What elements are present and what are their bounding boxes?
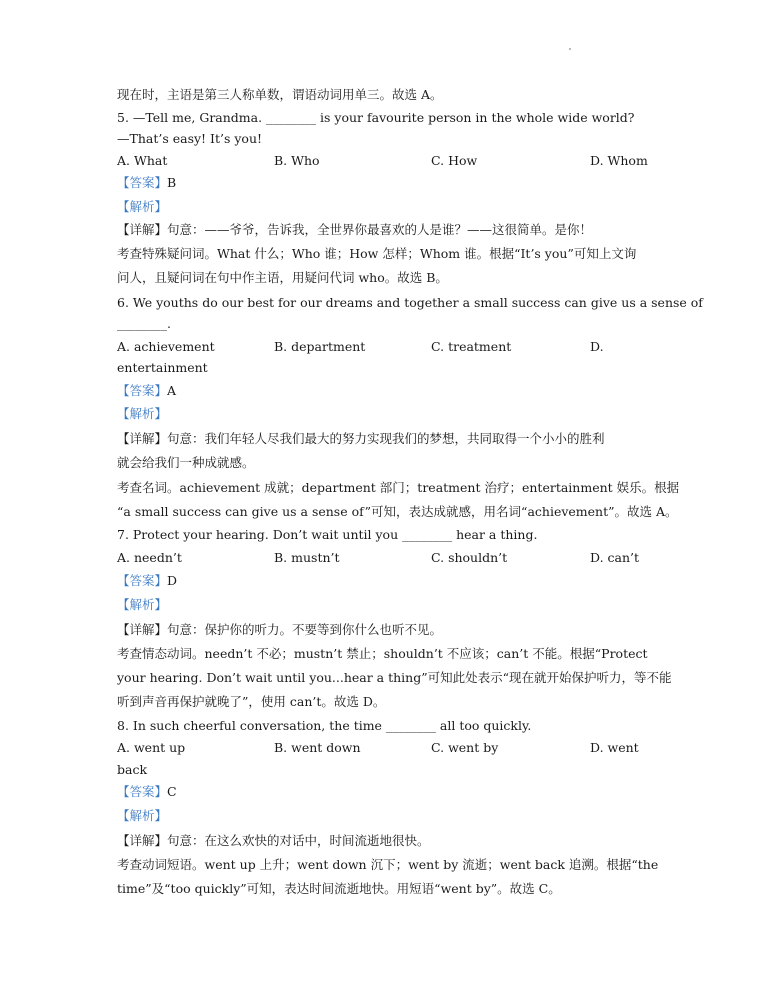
option-b: B. Who [274,153,320,168]
option-d-wrap: back [117,762,148,777]
option-d: D. Whom [590,153,648,168]
page-mark [569,48,571,50]
detail-line [117,222,657,238]
question-5-reply: —That’s easy! It’s you! [117,131,263,146]
option-c: C. treatment [431,339,512,354]
option-a: A. What [117,153,168,168]
analysis-line [117,406,657,422]
answer-value: A [167,383,177,398]
detail-line [117,833,657,849]
answer-line [117,175,657,191]
question-7: 7. Protect your hearing. Don’t wait until you ________ hear a thing. [117,527,538,542]
text-line: 现在时，主语是第三人称单数，谓语动词用单三。故选 A。 [117,87,443,102]
option-b: B. department [274,339,366,354]
answer-line [117,573,657,589]
option-d-wrap: entertainment [117,360,208,375]
answer-line [117,383,657,399]
option-d: D. [590,339,604,354]
answer-value: C [167,784,177,799]
detail-line [117,622,657,638]
detail-tag: 【详解】 [117,833,168,848]
detail-line [117,431,657,447]
analysis-tag: 【解析】 [117,808,168,823]
explanation-line: 考查名词。achievement 成就；department 部门；treatment 治疗；entertainment 娱乐。根据 [117,480,680,495]
answer-line [117,784,657,800]
analysis-tag: 【解析】 [117,597,168,612]
answer-value: B [167,175,177,190]
answer-tag: 【答案】 [117,175,168,190]
option-d: D. went [590,740,639,755]
explanation-line: 就会给我们一种成就感。 [117,455,255,470]
explanation-line: 考查情态动词。needn’t 不必；mustn’t 禁止；shouldn’t 不应该；can’t 不能。根据“Protect [117,646,648,661]
detail-text: 句意：保护你的听力。不要等到你什么也听不见。 [167,622,443,637]
answer-tag: 【答案】 [117,383,168,398]
question-6: 6. We youths do our best for our dreams and together a small success can give us a sense of [117,295,703,310]
option-c: C. shouldn’t [431,550,508,565]
explanation-line: 问人，且疑问词在句中作主语，用疑问代词 who。故选 B。 [117,270,448,285]
detail-tag: 【详解】 [117,431,168,446]
option-a: A. achievement [117,339,215,354]
explanation-line: 听到声音再保护就晚了”，使用 can’t。故选 D。 [117,694,386,709]
detail-tag: 【详解】 [117,222,168,237]
question-6-blank: ________. [117,316,171,331]
analysis-line [117,808,657,824]
option-a: A. needn’t [117,550,182,565]
answer-tag: 【答案】 [117,784,168,799]
explanation-line: time”及“too quickly”可知，表达时间流逝地快。用短语“went by”。故选 C。 [117,881,561,896]
option-c: C. How [431,153,478,168]
option-d: D. can’t [590,550,640,565]
analysis-line [117,597,657,613]
explanation-line: 考查特殊疑问词。What 什么；Who 谁；How 怎样；Whom 谁。根据“It’s you”可知上文询 [117,246,637,261]
detail-tag: 【详解】 [117,622,168,637]
question-8: 8. In such cheerful conversation, the time ________ all too quickly. [117,718,532,733]
question-5: 5. —Tell me, Grandma. ________ is your favourite person in the whole wide world? [117,110,635,125]
analysis-tag: 【解析】 [117,199,168,214]
detail-text: 句意：我们年轻人尽我们最大的努力实现我们的梦想，共同取得一个小小的胜利 [167,431,605,446]
analysis-tag: 【解析】 [117,406,168,421]
option-a: A. went up [117,740,186,755]
explanation-line: “a small success can give us a sense of”可知，表达成就感，用名词“achievement”。故选 A。 [117,504,678,519]
detail-text: 句意：在这么欢快的对话中，时间流逝地很快。 [167,833,430,848]
option-b: B. mustn’t [274,550,340,565]
answer-tag: 【答案】 [117,573,168,588]
answer-value: D [167,573,178,588]
option-c: C. went by [431,740,499,755]
explanation-line: 考查动词短语。went up 上升；went down 沉下；went by 流逝；went back 追溯。根据“the [117,857,659,872]
option-b: B. went down [274,740,361,755]
detail-text: 句意：——爷爷，告诉我，全世界你最喜欢的人是谁？——这很简单。是你！ [167,222,593,237]
analysis-line [117,199,657,215]
explanation-line: your hearing. Don’t wait until you...hear a thing”可知此处表示“现在就开始保护听力，等不能 [117,670,672,685]
